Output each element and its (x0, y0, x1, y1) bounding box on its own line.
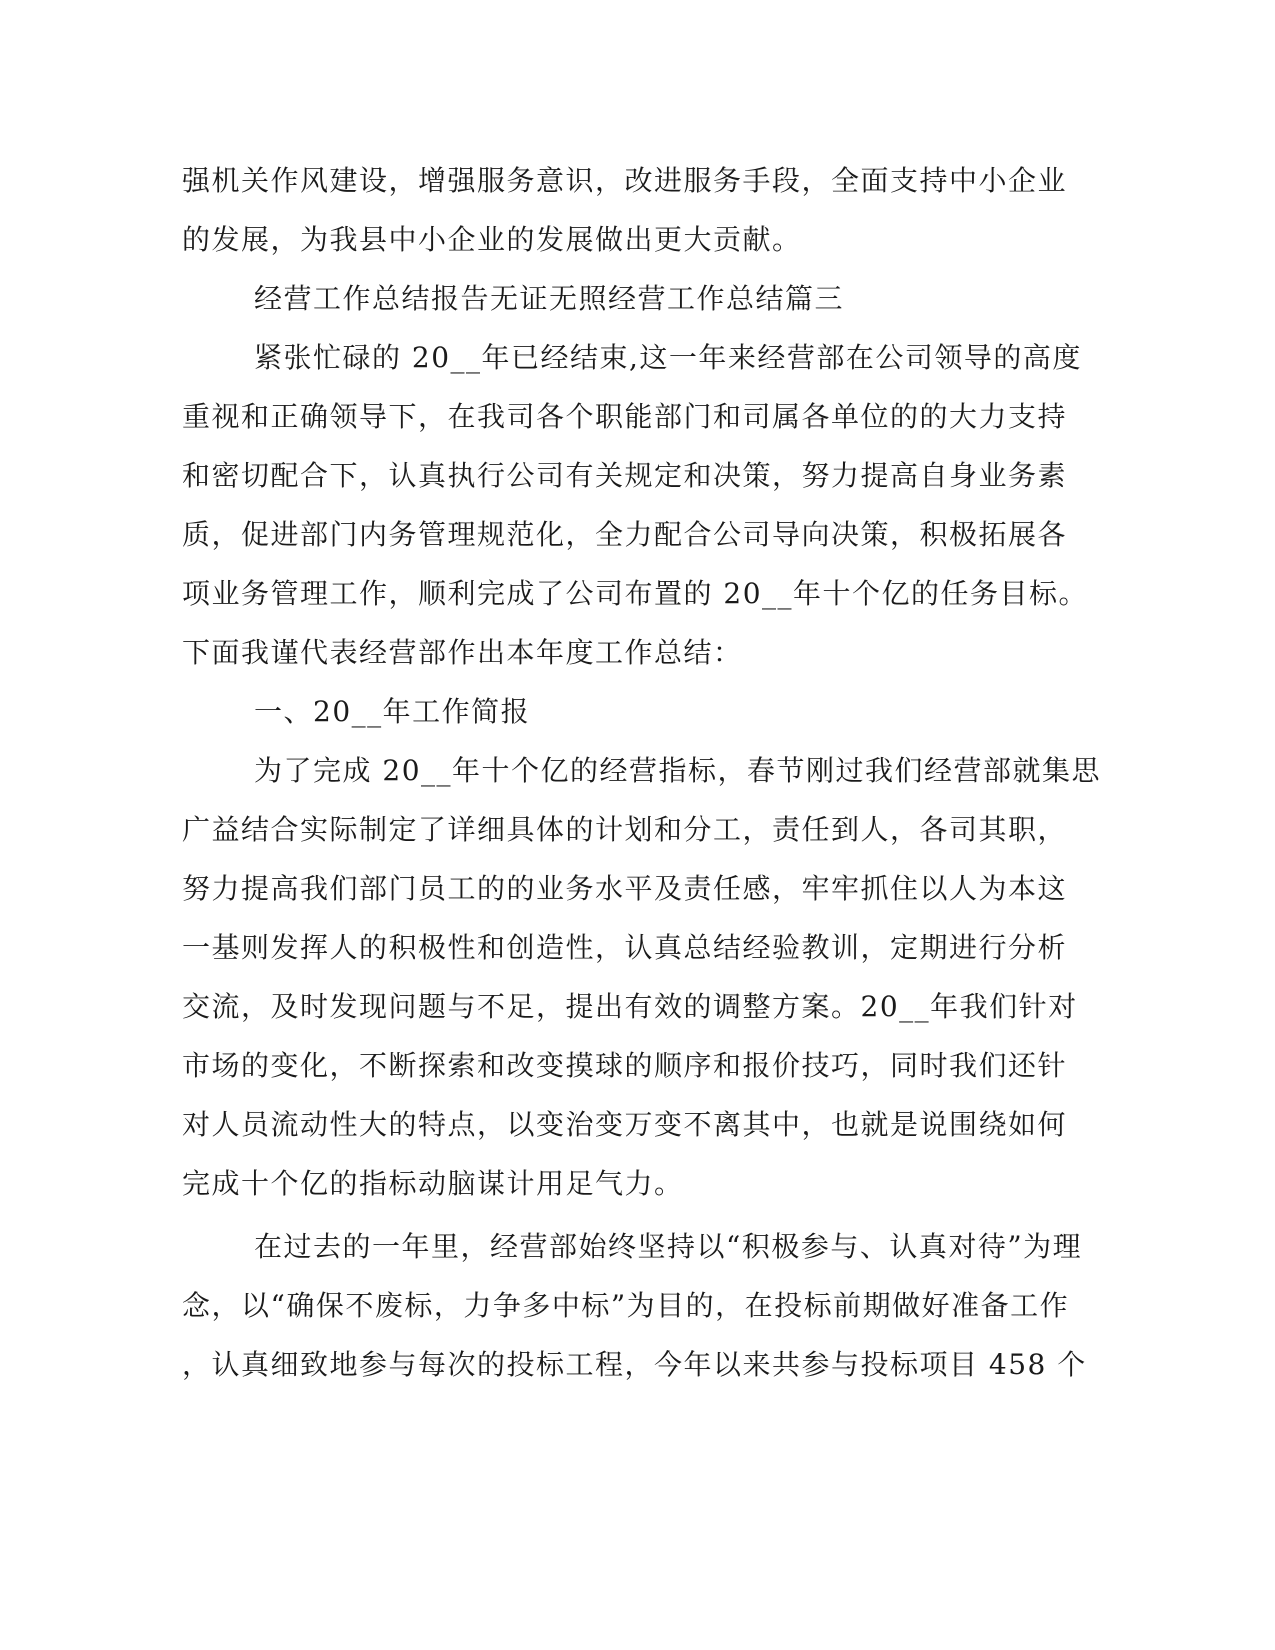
paragraph-line: 在过去的一年里，经营部始终坚持以“积极参与、认真对待”为理 (254, 1230, 1083, 1263)
paragraph-line: 和密切配合下，认真执行公司有关规定和决策，努力提高自身业务素 (182, 459, 1068, 492)
subsection-heading: 一、20__年工作简报 (254, 695, 531, 728)
paragraph-line: 项业务管理工作，顺利完成了公司布置的 20__年十个亿的任务目标。 (182, 577, 1089, 610)
paragraph-line: 完成十个亿的指标动脑谋计用足气力。 (182, 1167, 684, 1200)
document-body (182, 159, 1102, 1402)
paragraph-line: 交流，及时发现问题与不足，提出有效的调整方案。20__年我们针对 (182, 990, 1078, 1023)
paragraph-line: 一基则发挥人的积极性和创造性，认真总结经验教训，定期进行分析 (182, 931, 1068, 964)
paragraph-line: 念，以“确保不废标，力争多中标”为目的，在投标前期做好准备工作 (182, 1289, 1070, 1322)
paragraph-line: 紧张忙碌的 20__年已经结束,这一年来经营部在公司领导的高度 (254, 341, 1082, 374)
paragraph-line: 重视和正确领导下，在我司各个职能部门和司属各单位的的大力支持 (182, 400, 1068, 433)
paragraph-line: 为了完成 20__年十个亿的经营指标，春节刚过我们经营部就集思 (254, 754, 1102, 787)
paragraph-line: ，认真细致地参与每次的投标工程，今年以来共参与投标项目 458 个 (182, 1348, 1087, 1381)
paragraph-line: 努力提高我们部门员工的的业务水平及责任感，牢牢抓住以人为本这 (182, 872, 1068, 905)
paragraph-line: 市场的变化，不断探索和改变摸球的顺序和报价技巧，同时我们还针 (182, 1049, 1068, 1082)
paragraph-line: 质，促进部门内务管理规范化，全力配合公司导向决策，积极拓展各 (182, 518, 1068, 551)
paragraph-line: 广益结合实际制定了详细具体的计划和分工，责任到人，各司其职， (182, 813, 1068, 846)
paragraph-line: 对人员流动性大的特点，以变治变万变不离其中，也就是说围绕如何 (182, 1108, 1068, 1141)
paragraph-line: 强机关作风建设，增强服务意识，改进服务手段，全面支持中小企业 (182, 164, 1068, 197)
paragraph-line: 的发展，为我县中小企业的发展做出更大贡献。 (182, 223, 802, 256)
section-heading: 经营工作总结报告无证无照经营工作总结篇三 (254, 282, 845, 315)
paragraph-line: 下面我谨代表经营部作出本年度工作总结： (182, 636, 743, 669)
